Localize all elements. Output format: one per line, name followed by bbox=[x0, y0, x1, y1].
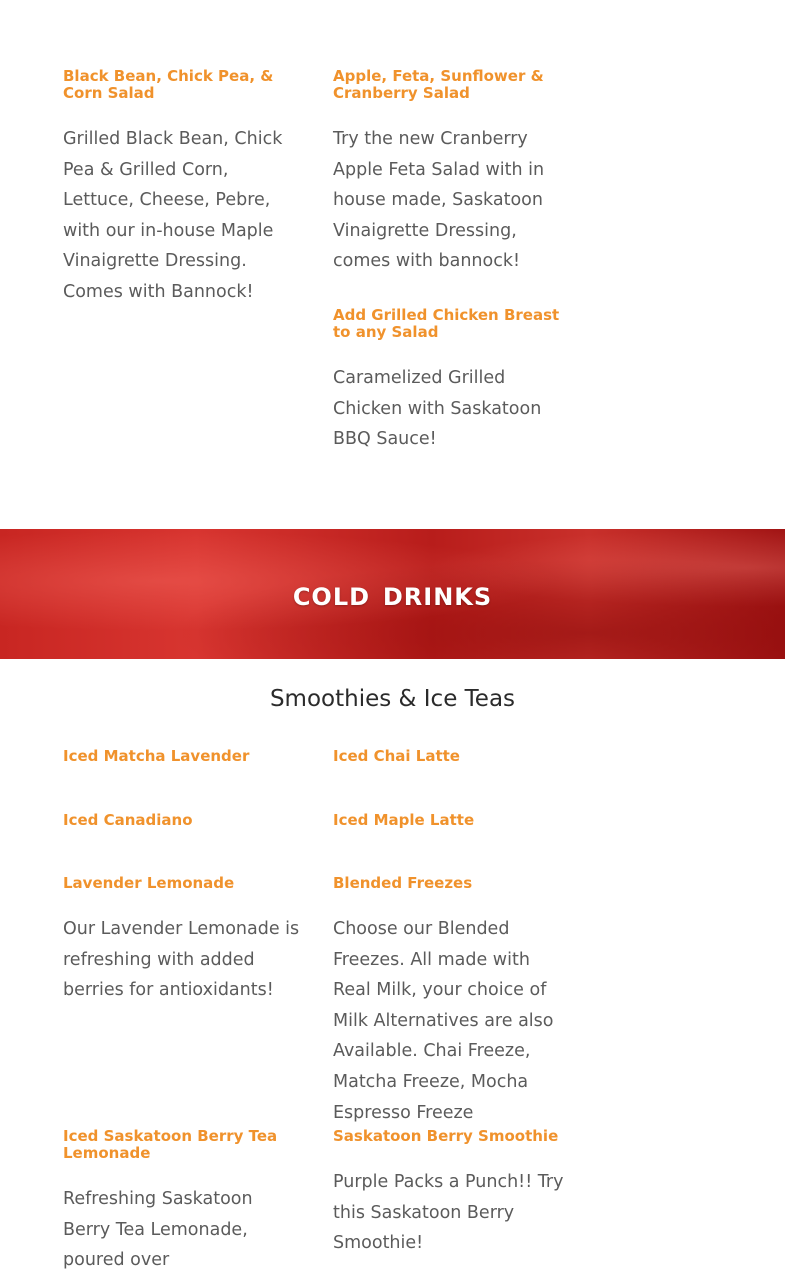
item-title: Saskatoon Berry Smoothie bbox=[333, 1127, 559, 1145]
item-title: Lavender Lemonade bbox=[63, 874, 235, 892]
menu-item-blended-freezes bbox=[333, 875, 573, 1128]
item-title: Iced Canadiano bbox=[63, 811, 193, 829]
item-title: Iced Maple Latte bbox=[333, 811, 475, 829]
menu-item-saskatoon-berry-smoothie bbox=[333, 1128, 573, 1259]
menu-item-apple-feta-salad bbox=[333, 68, 573, 277]
item-title: Black Bean, Chick Pea, & Corn Salad bbox=[63, 67, 274, 102]
item-title: Iced Matcha Lavender bbox=[63, 747, 250, 765]
item-title: Apple, Feta, Sunflower & Cranberry Salad bbox=[333, 67, 544, 102]
cold-drinks-banner bbox=[0, 529, 785, 659]
item-title: Blended Freezes bbox=[333, 874, 473, 892]
item-title: Iced Saskatoon Berry Tea Lemonade bbox=[63, 1127, 278, 1162]
item-description: Purple Packs a Punch!! Try this Saskatoon Berry Smoothie! bbox=[333, 1172, 564, 1254]
item-title: Add Grilled Chicken Breast to any Salad bbox=[333, 306, 560, 341]
menu-item-iced-canadiano bbox=[63, 812, 303, 829]
banner-title: cold drinks bbox=[292, 574, 493, 614]
menu-item-black-bean-salad bbox=[63, 68, 303, 308]
section-heading: Smoothies & Ice Teas bbox=[269, 686, 516, 712]
menu-item-iced-matcha-lavender bbox=[63, 748, 303, 765]
item-description: Grilled Black Bean, Chick Pea & Grilled Corn, Lettuce, Cheese, Pebre, with our in-house Maple Vinaigrette Dressing. Comes with Bannock! bbox=[63, 129, 283, 302]
menu-item-iced-saskatoon-tea-lemonade bbox=[63, 1128, 303, 1276]
item-description: Caramelized Grilled Chicken with Saskatoon BBQ Sauce! bbox=[333, 368, 542, 450]
item-title: Iced Chai Latte bbox=[333, 747, 460, 765]
menu-item-iced-chai-latte bbox=[333, 748, 573, 765]
item-description: Choose our Blended Freezes. All made with Real Milk, your choice of Milk Alternatives are also Available. Chai Freeze, Matcha Freeze, Mocha Espresso Freeze bbox=[333, 919, 554, 1123]
menu-item-add-chicken bbox=[333, 307, 573, 455]
item-description: Refreshing Saskatoon Berry Tea Lemonade, poured over bbox=[63, 1189, 253, 1271]
item-description: Try the new Cranberry Apple Feta Salad with in house made, Saskatoon Vinaigrette Dressing, comes with bannock! bbox=[333, 129, 545, 272]
item-description: Our Lavender Lemonade is refreshing with added berries for antioxidants! bbox=[63, 919, 300, 1001]
menu-item-lavender-lemonade bbox=[63, 875, 303, 1006]
menu-item-iced-maple-latte bbox=[333, 812, 573, 829]
